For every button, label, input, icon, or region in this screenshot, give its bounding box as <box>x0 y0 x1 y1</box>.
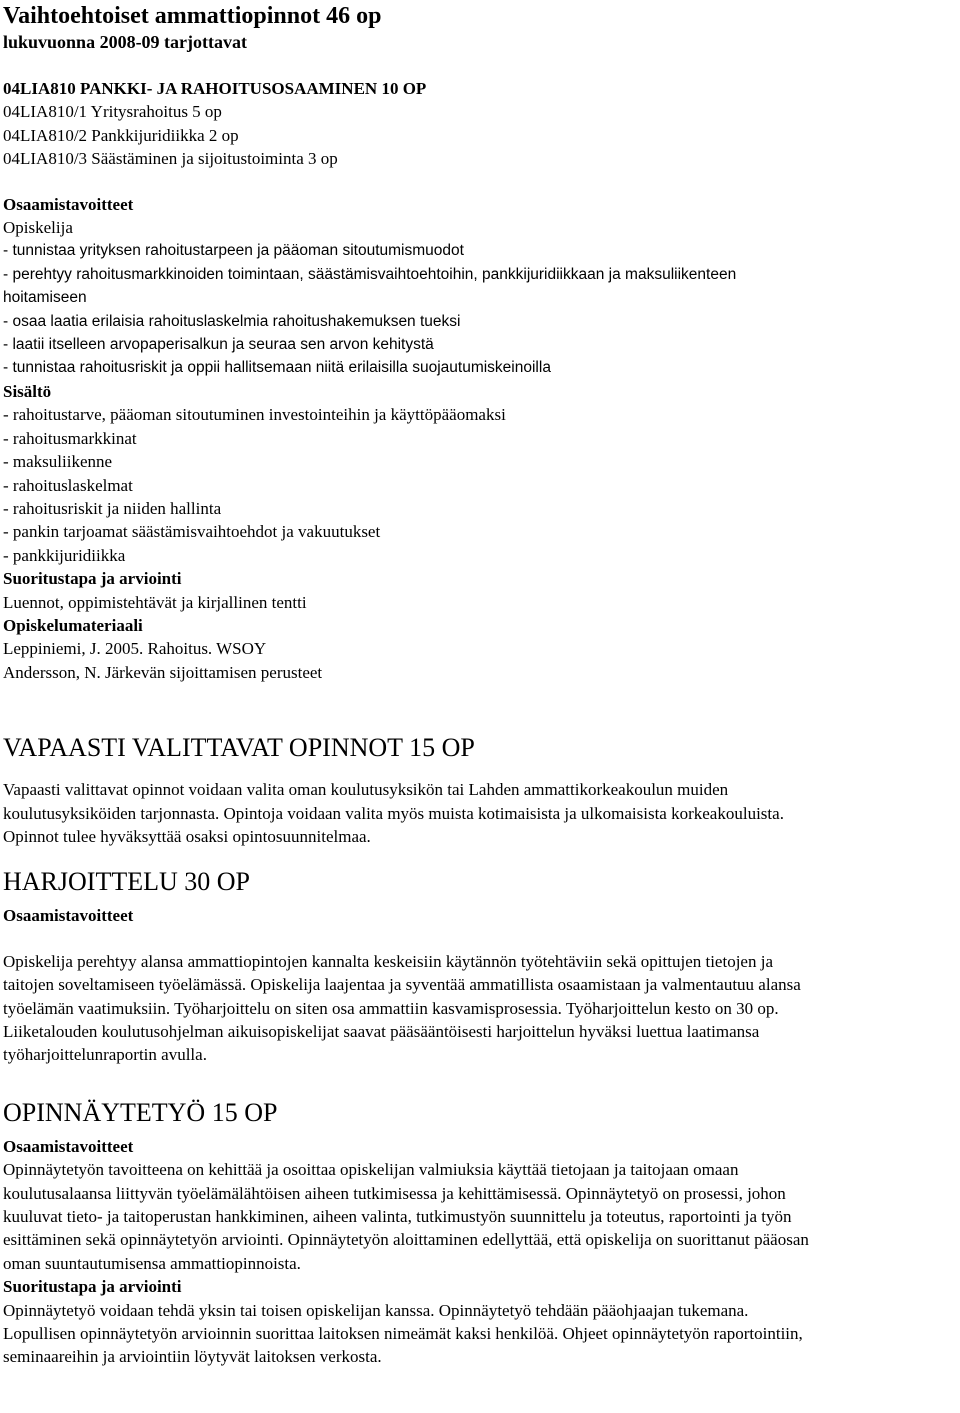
page-subtitle: lukuvuonna 2008-09 tarjottavat <box>3 32 248 52</box>
thesis-method-line: Opinnäytetyö voidaan tehdä yksin tai toisen opiskelijan kanssa. Opinnäytetyö tehdään pääohjaajan tukemana. <box>3 1300 749 1320</box>
document-page <box>3 0 957 1369</box>
course-item: 04LIA810/3 Säästäminen ja sijoitustoiminta 3 op <box>3 149 338 169</box>
free-line: koulutusyksiköiden tarjonnasta. Opintoja voidaan valita myös muista kotimaisista ja ulkomaisista korkeakouluista. <box>3 803 784 823</box>
free-section <box>3 732 957 848</box>
free-line: Vapaasti valittavat opinnot voidaan valita oman koulutusyksikön tai Lahden ammattikorkeakoulun muiden <box>3 780 729 800</box>
thesis-method-line: seminaareihin ja arviointiin löytyvät laitoksen verkosta. <box>3 1347 382 1367</box>
material-item: Leppiniemi, J. 2005. Rahoitus. WSOY <box>3 639 267 659</box>
practice-line: työelämän vaatimuksiin. Työharjoittelu on siten osa ammattiin kasvamisprosessia. Työharjoittelun kesto on 30 op. <box>3 998 779 1018</box>
banking-heading: 04LIA810 PANKKI- JA RAHOITUSOSAAMINEN 10 OP <box>3 79 427 98</box>
goal-item: - laatii itselleen arvopaperisalkun ja seuraa sen arvon kehitystä <box>3 336 434 354</box>
free-heading: VAPAASTI VALITTAVAT OPINNOT 15 OP <box>3 733 475 763</box>
student-label: Opiskelija <box>3 218 73 238</box>
goal-item: - tunnistaa yrityksen rahoitustarpeen ja pääoman sitoutumismuodot <box>3 242 464 260</box>
thesis-goal-line: koulutusalaansa liittyvän työelämälähtöisen aiheen tutkimisessa ja kehittämisessä. Opinnäytetyö on prosessi, johon <box>3 1183 786 1203</box>
banking-section <box>3 77 957 684</box>
thesis-goal-line: Opinnäytetyön tavoitteena on kehittää ja osoittaa opiskelijan valmiuksia käyttää tietojaan ja taitojaan omaan <box>3 1160 739 1180</box>
practice-line: työharjoittelunraportin avulla. <box>3 1045 207 1065</box>
thesis-heading: OPINNÄYTETYÖ 15 OP <box>3 1097 278 1127</box>
thesis-goal-line: oman suuntautumisensa ammattiopinnoista. <box>3 1253 301 1273</box>
method-label: Suoritustapa ja arviointi <box>3 569 182 589</box>
method-text: Luennot, oppimistehtävät ja kirjallinen tentti <box>3 592 307 612</box>
thesis-goal-line: esittäminen sekä opinnäytetyön arviointi. Opinnäytetyön aloittaminen edellyttää, että opiskelija on suorittanut pääosan <box>3 1230 809 1250</box>
goal-item: hoitamiseen <box>3 289 87 307</box>
goals-label: Osaamistavoitteet <box>3 194 134 214</box>
thesis-method-line: Lopullisen opinnäytetyön arvioinnin suorittaa laitoksen nimeämät kaksi henkilöä. Ohjeet opinnäytetyön raportointiin, <box>3 1324 803 1344</box>
goal-item: - perehtyy rahoitusmarkkinoiden toimintaan, säästämisvaihtoehtoihin, pankkijuridiikkaan ja maksuliikenteen <box>3 265 737 283</box>
content-item: - rahoitusriskit ja niiden hallinta <box>3 498 222 518</box>
thesis-goals-label: Osaamistavoitteet <box>3 1136 134 1156</box>
content-item: - pankin tarjoamat säästämisvaihtoehdot ja vakuutukset <box>3 522 381 542</box>
thesis-method-label: Suoritustapa ja arviointi <box>3 1277 182 1297</box>
practice-line: Liiketalouden koulutusohjelman aikuisopiskelijat saavat pääsääntöisesti harjoittelun hyväksi luettua laatimansa <box>3 1022 760 1041</box>
thesis-section <box>3 1097 957 1369</box>
content-item: - rahoituslaskelmat <box>3 475 133 495</box>
practice-heading: HARJOITTELU 30 OP <box>3 867 250 897</box>
content-item: - rahoitustarve, pääoman sitoutuminen investointeihin ja käyttöpääomaksi <box>3 405 506 425</box>
free-line: Opinnot tulee hyväksyttää osaksi opintosuunnitelmaa. <box>3 826 371 846</box>
practice-goals-label: Osaamistavoitteet <box>3 906 134 926</box>
thesis-goal-line: kuuluvat tieto- ja taitoperustan hankkiminen, aiheen valinta, tutkimustyön suunnittelu ja toteutus, raportointi ja työn <box>3 1207 792 1227</box>
content-label: Sisältö <box>3 381 52 401</box>
content-item: - maksuliikenne <box>3 452 113 472</box>
page-title: Vaihtoehtoiset ammattiopinnot 46 op <box>3 3 382 29</box>
goal-item: - tunnistaa rahoitusriskit ja oppii hallitsemaan niitä erilaisilla suojautumiskeinoilla <box>3 359 551 377</box>
materials-label: Opiskelumateriaali <box>3 615 143 635</box>
material-item: Andersson, N. Järkevän sijoittamisen perusteet <box>3 662 323 682</box>
course-item: 04LIA810/1 Yritysrahoitus 5 op <box>3 102 222 122</box>
practice-section <box>3 866 957 1066</box>
content-item: - rahoitusmarkkinat <box>3 428 137 448</box>
content-item: - pankkijuridiikka <box>3 545 126 565</box>
course-item: 04LIA810/2 Pankkijuridiikka 2 op <box>3 125 239 145</box>
practice-line: Opiskelija perehtyy alansa ammattiopintojen kannalta keskeisiin käytännön työtehtäviin sekä opittujen tietojen ja <box>3 951 773 971</box>
goal-item: - osaa laatia erilaisia rahoituslaskelmia rahoitushakemuksen tueksi <box>3 312 461 330</box>
practice-line: taitojen soveltamiseen työelämässä. Opiskelija laajentaa ja syventää ammatillista osaamistaan ja valmentautuu alansa <box>3 975 801 995</box>
